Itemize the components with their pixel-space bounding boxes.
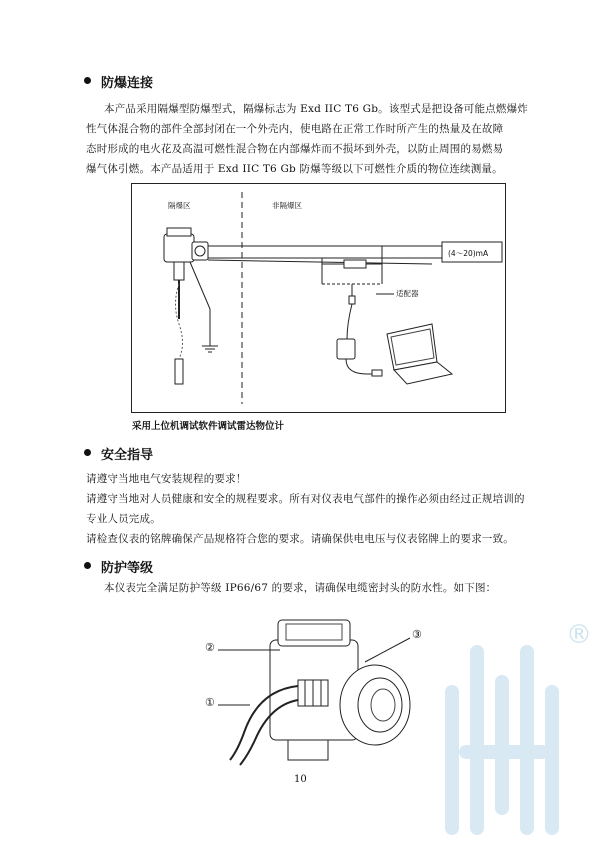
section1-line: 爆气体引燃。本产品适用于 Exd IIC T6 Gb 防爆等级以下可燃性介质的物位连续测量。 (86, 163, 503, 175)
zone-label-explosion-proof: 隔爆区 (168, 201, 191, 210)
wiring-diagram-drawing (132, 184, 505, 412)
registered-mark: ® (566, 620, 592, 650)
section-title-explosion-proof: 防爆连接 (101, 76, 154, 91)
section2-paragraph (86, 469, 546, 549)
wiring-diagram (131, 183, 506, 413)
section2-line: 专业人员完成。 (86, 513, 161, 525)
section1-line: 本产品采用隔爆型防爆型式，隔爆标志为 Exd IIC T6 Gb。该型式是把设备可能点燃爆炸 (104, 103, 528, 115)
callout-2: ② (205, 641, 215, 654)
current-output-label: (4～20)mA (448, 249, 489, 258)
section-title-safety-guidance: 安全指导 (101, 448, 154, 463)
section-title-protection-rating: 防护等级 (101, 561, 154, 576)
section1-line: 性气体混合物的部件全部封闭在一个外壳内，使电路在正常工作时所产生的热量及在故障 (86, 123, 504, 135)
section-bullet (84, 77, 91, 84)
callout-1: ① (205, 696, 215, 709)
section3-line: 本仪表完全满足防护等级 IP66/67 的要求，请确保电缆密封头的防水性。如下图： (104, 582, 497, 594)
section1-paragraph (86, 99, 546, 179)
section2-line: 请遵守当地电气安装规程的要求！ (86, 473, 247, 485)
diagram-caption: 采用上位机调试软件调试雷达物位计 (132, 421, 285, 432)
section2-line: 请遵守当地对人员健康和安全的规程要求。所有对仪表电气部件的操作必须由经过正规培训的 (86, 493, 525, 505)
page-number: 10 (294, 774, 307, 785)
section1-line: 态时形成的电火花及高温可燃性混合物在内部爆炸而不损坏到外壳，以防止周围的易燃易 (86, 143, 504, 155)
section2-line: 请检查仪表的铭牌确保产品规格符合您的要求。请确保供电电压与仪表铭牌上的要求一致。 (86, 533, 514, 545)
section-bullet (84, 449, 91, 456)
laptop-icon (387, 324, 452, 384)
adapter-label: 适配器 (396, 289, 419, 298)
zone-label-non-explosion-proof: 非隔爆区 (272, 201, 302, 210)
radar-gauge-icon (164, 228, 218, 384)
section-bullet (84, 562, 91, 569)
callout-3: ③ (412, 628, 422, 641)
